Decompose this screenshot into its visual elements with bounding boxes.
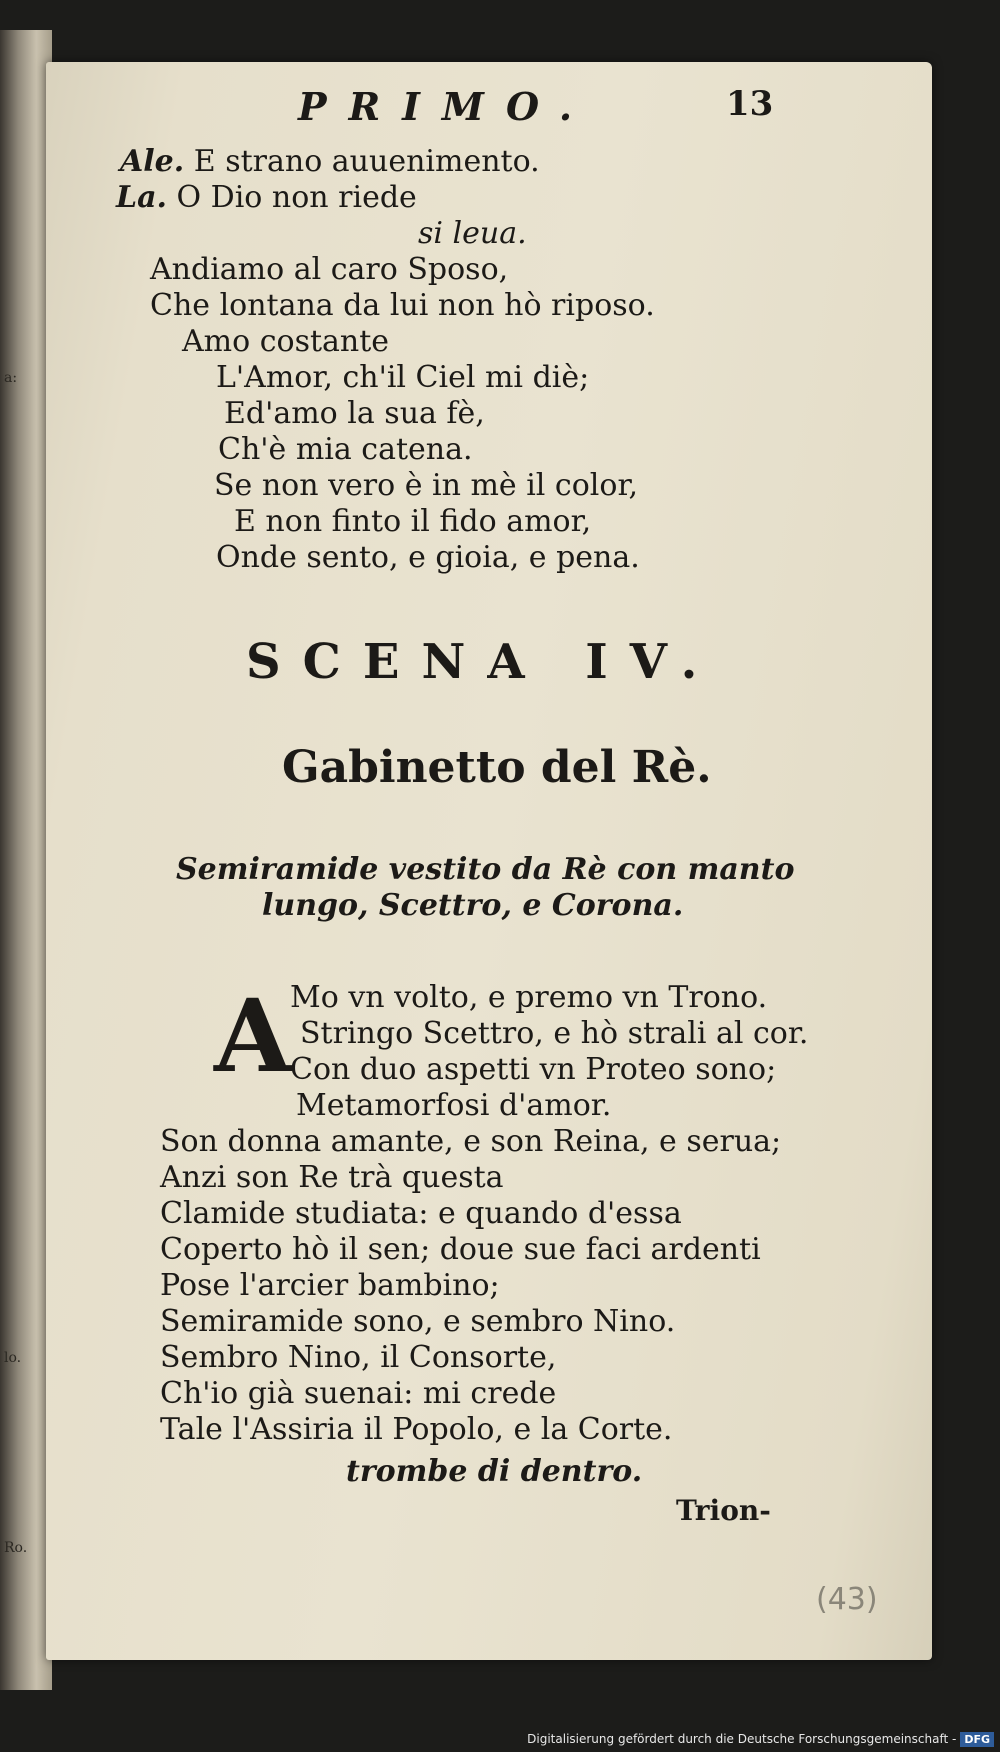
gutter-fragment: a: xyxy=(4,370,18,386)
footer-credit: Digitalisierung gefördert durch die Deutsche Forschungsgemeinschaft - xyxy=(527,1732,957,1746)
recitative-line: Semiramide sono, e sembro Nino. xyxy=(160,1304,676,1339)
verse-line: E non finto il fido amor, xyxy=(234,504,592,539)
dialogue-line xyxy=(116,180,417,215)
aria-line: Stringo Scettro, e hò strali al cor. xyxy=(300,1016,809,1051)
recitative-line: Anzi son Re trà questa xyxy=(160,1160,504,1195)
book-page xyxy=(46,62,932,1660)
stage-direction: lungo, Scettro, e Corona. xyxy=(262,888,684,923)
recitative-line: Ch'io già suenai: mi crede xyxy=(160,1376,557,1411)
scene-title: SCENA IV. xyxy=(246,634,720,690)
speaker-name: La. xyxy=(116,180,167,215)
recitative-line: Sembro Nino, il Consorte, xyxy=(160,1340,557,1375)
recitative-line: Tale l'Assiria il Popolo, e la Corte. xyxy=(160,1412,673,1447)
scene-setting: Gabinetto del Rè. xyxy=(282,742,712,793)
pencil-folio-note: (43) xyxy=(816,1582,878,1617)
recitative-line: Clamide studiata: e quando d'essa xyxy=(160,1196,682,1231)
aria-line: Metamorfosi d'amor. xyxy=(296,1088,612,1123)
left-page-gutter xyxy=(0,30,52,1690)
page-number: 13 xyxy=(726,84,774,124)
dfg-logo: DFG xyxy=(960,1732,994,1747)
verse-line: Amo costante xyxy=(182,324,390,359)
gutter-fragment: lo. xyxy=(4,1350,22,1366)
verse-line: L'Amor, ch'il Ciel mi diè; xyxy=(216,360,590,395)
gutter-fragment: Ro. xyxy=(4,1540,28,1556)
stage-direction-inline: si leua. xyxy=(418,216,527,251)
verse-line: Ed'amo la sua fè, xyxy=(224,396,485,431)
digitization-footer xyxy=(527,1728,994,1750)
aria-line: Mo vn volto, e premo vn Trono. xyxy=(290,980,768,1015)
catchword: Trion- xyxy=(676,1494,771,1527)
drop-capital: A xyxy=(214,977,292,1095)
line-text: O Dio non riede xyxy=(176,180,417,215)
verse-line: Se non vero è in mè il color, xyxy=(214,468,639,503)
recitative-line: Son donna amante, e son Reina, e serua; xyxy=(160,1124,782,1159)
verse-line: Onde sento, e gioia, e pena. xyxy=(216,540,640,575)
verse-line: Andiamo al caro Sposo, xyxy=(150,252,509,287)
speaker-name: Ale. xyxy=(120,144,185,179)
stage-direction: Semiramide vestito da Rè con manto xyxy=(176,852,795,887)
aria-line: Con duo aspetti vn Proteo sono; xyxy=(290,1052,777,1087)
line-text: E strano auuenimento. xyxy=(193,144,540,179)
recitative-line: Pose l'arcier bambino; xyxy=(160,1268,500,1303)
verse-line: Che lontana da lui non hò riposo. xyxy=(150,288,655,323)
running-head: PRIMO. xyxy=(298,84,595,129)
verse-line: Ch'è mia catena. xyxy=(218,432,473,467)
stage-direction: trombe di dentro. xyxy=(346,1454,643,1489)
recitative-line: Coperto hò il sen; doue sue faci ardenti xyxy=(160,1232,761,1267)
dialogue-line xyxy=(120,144,540,179)
